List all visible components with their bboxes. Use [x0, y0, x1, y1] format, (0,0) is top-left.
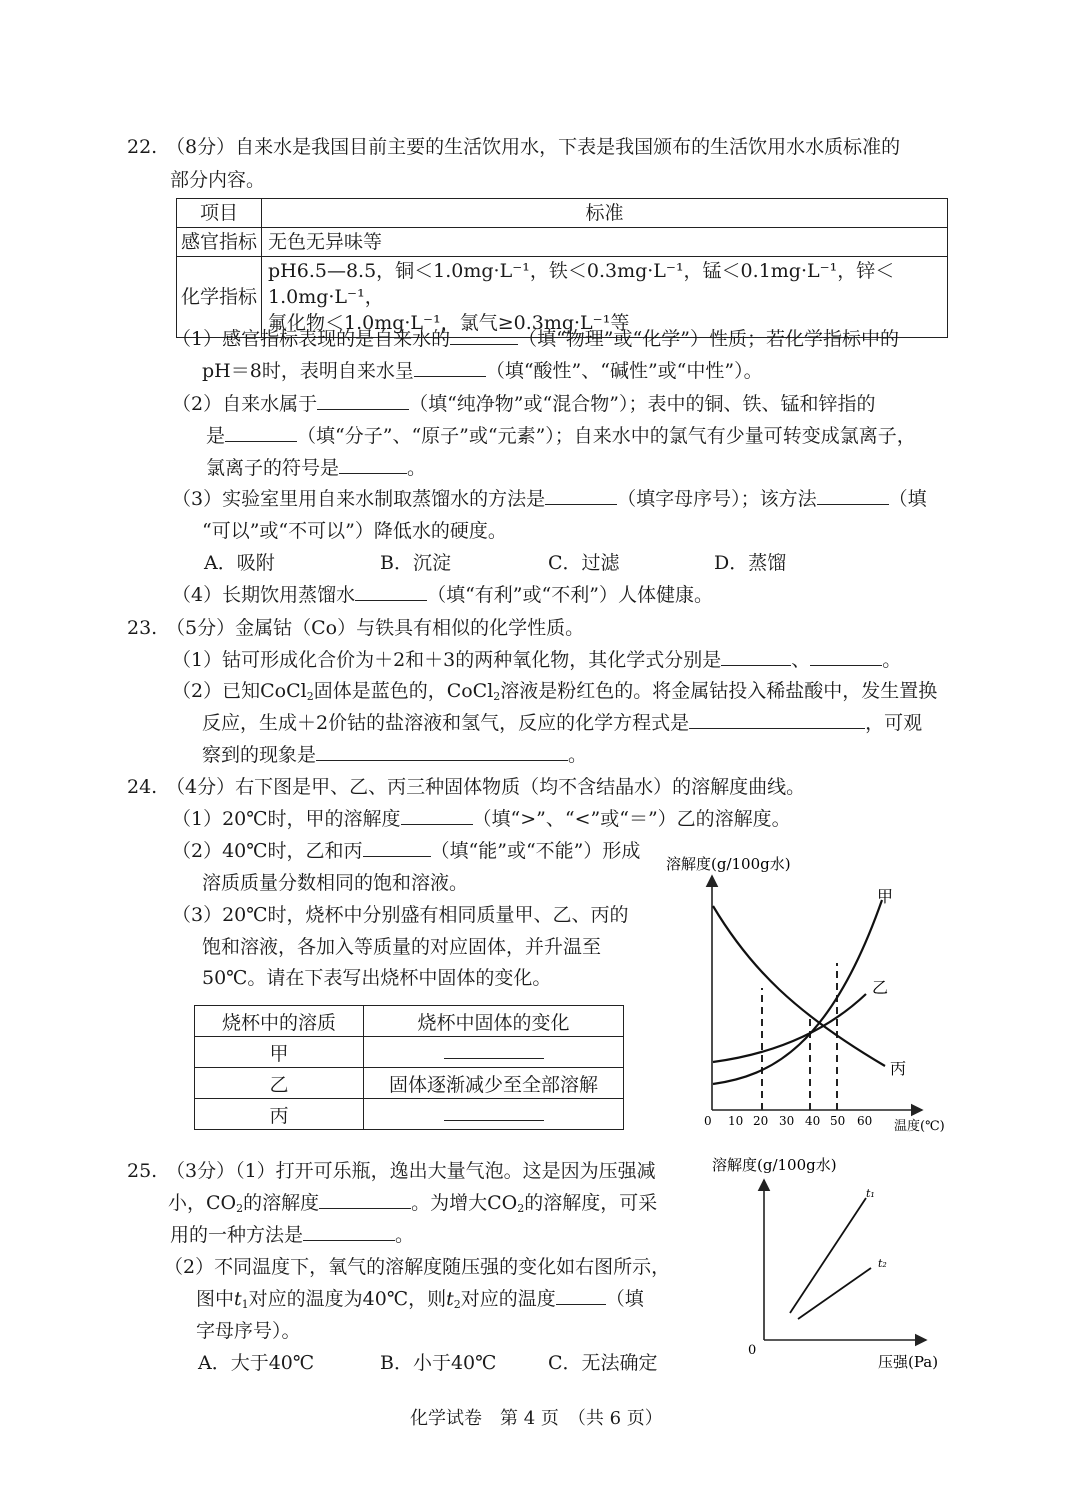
answer-blank[interactable] — [225, 423, 297, 442]
q24-part2-line1: （2）40℃时，乙和丙 （填“能”或“不能”）形成 — [172, 840, 641, 862]
q25-part1-line1: （3分）（1）打开可乐瓶，逸出大量气泡。这是因为压强减 — [166, 1160, 656, 1182]
curve-label-bing: 丙 — [890, 1059, 907, 1078]
q25-part2-line1: （2）不同温度下，氧气的溶解度随压强的变化如右图所示， — [164, 1256, 671, 1278]
q23-intro: （5分）金属钴（Co）与铁具有相似的化学性质。 — [166, 617, 585, 639]
curve-label-yi: 乙 — [872, 978, 889, 997]
q24-part2-line2: 溶质质量分数相同的饱和溶液。 — [202, 872, 469, 894]
q22-option-a: A．吸附 — [204, 552, 275, 574]
answer-blank[interactable] — [721, 647, 791, 666]
sensory-index-label: 感官指标 — [177, 228, 262, 257]
beaker-row-bing-answer[interactable] — [364, 1099, 624, 1130]
chart1-tick-40: 40 — [805, 1114, 821, 1128]
q22-part2-line2: 是 （填“分子”、“原子”或“元素”）；自来水中的氯气有少量可转变成氯离子， — [206, 425, 916, 447]
q24-part1: （1）20℃时，甲的溶解度 （填“>”、“<”或“＝”）乙的溶解度。 — [172, 808, 791, 830]
q22-part2-line3: 氯离子的符号是 。 — [206, 457, 427, 479]
q22-option-b: B．沉淀 — [380, 552, 451, 574]
q24-part3-line3: 50℃。请在下表写出烧杯中固体的变化。 — [202, 967, 552, 989]
chart2-y-axis-label: 溶解度(g/100g水) — [712, 1156, 837, 1174]
q25-option-c: C．无法确定 — [548, 1352, 658, 1374]
q22-intro-line1: （8分）自来水是我国目前主要的生活饮用水，下表是我国颁布的生活饮用水水质标准的 — [166, 136, 901, 158]
page-footer: 化学试卷 第 4 页 （共 6 页） — [410, 1408, 663, 1429]
q25-option-a: A．大于40℃ — [198, 1352, 315, 1374]
q22-part3-line2: “可以”或“不可以”）降低水的硬度。 — [202, 520, 507, 542]
table-header-item: 项目 — [177, 199, 262, 228]
q25-number: 25. — [127, 1160, 158, 1182]
beaker-row-bing-solute: 丙 — [195, 1099, 364, 1130]
line-label-t2: t₂ — [878, 1257, 887, 1270]
answer-blank[interactable] — [689, 710, 865, 729]
chart1-tick-10: 10 — [728, 1114, 744, 1128]
answer-blank[interactable] — [363, 838, 431, 857]
answer-blank[interactable] — [339, 455, 407, 474]
q22-part1-line1: （1）感官指标表现的是自来水的 （填“物理”或“化学”）性质；若化学指标中的 — [172, 328, 899, 350]
q23-part2-line2: 反应，生成＋2价钴的盐溶液和氢气，反应的化学方程式是 ，可观 — [202, 712, 923, 734]
q23-part2-line1: （2）已知CoCl$_2$固体是蓝色的，CoCl$_2$溶液是粉红色的。将金属钴投入稀盐酸中，发生置换 — [172, 680, 938, 703]
chart1-x-axis-label: 温度(℃) — [894, 1119, 945, 1134]
chart1-tick-60: 60 — [857, 1114, 873, 1128]
line-t1 — [790, 1198, 866, 1313]
q22-part1-line2: pH＝8时，表明自来水呈 （填“酸性”、“碱性”或“中性”）。 — [202, 360, 763, 382]
q25-part2-line2: 图中$t_1$对应的温度为40℃，则$t_2$对应的温度 （填 — [196, 1288, 644, 1311]
answer-blank[interactable] — [316, 742, 568, 761]
answer-blank[interactable] — [319, 1190, 411, 1209]
chemical-index-line2: 氟化物＜1.0mg·L⁻¹，氯气≥0.3mg·L⁻¹等 — [268, 312, 630, 334]
chart1-y-axis-label: 溶解度(g/100g水) — [666, 855, 791, 873]
q25-part2-line3: 字母序号）。 — [196, 1320, 301, 1342]
q22-option-c: C．过滤 — [548, 552, 620, 574]
q24-part3-line1: （3）20℃时，烧杯中分别盛有相同质量甲、乙、丙的 — [172, 904, 629, 926]
answer-blank[interactable] — [810, 647, 882, 666]
water-standard-table — [176, 198, 948, 338]
q22-part3-line1: （3）实验室里用自来水制取蒸馏水的方法是 （填字母序号）；该方法 （填 — [172, 488, 927, 510]
chart2-x-axis-label: 压强(Pa) — [878, 1353, 939, 1371]
beaker-table-header-solute: 烧杯中的溶质 — [195, 1006, 364, 1037]
q22-part2-line1: （2）自来水属于 （填“纯净物”或“混合物”）；表中的铜、铁、锰和锌指的 — [172, 393, 876, 415]
beaker-row-jia-solute: 甲 — [195, 1037, 364, 1068]
answer-blank[interactable] — [450, 326, 518, 345]
q24-number: 24. — [127, 776, 158, 798]
chart1-tick-20: 20 — [753, 1114, 769, 1128]
beaker-table-header-change: 烧杯中固体的变化 — [364, 1006, 624, 1037]
curve-label-jia: 甲 — [877, 887, 894, 906]
answer-blank[interactable] — [401, 806, 473, 825]
curve-bing — [713, 906, 885, 1066]
q23-part1: （1）钴可形成化合价为＋2和＋3的两种氧化物，其化学式分别是 、 。 — [172, 649, 902, 671]
solubility-curve-chart — [660, 848, 960, 1138]
answer-blank[interactable] — [545, 486, 617, 505]
q22-part4: （4）长期饮用蒸馏水 （填“有利”或“不利”）人体健康。 — [172, 584, 713, 606]
answer-blank[interactable] — [556, 1286, 606, 1305]
answer-blank[interactable] — [303, 1222, 395, 1241]
answer-blank[interactable] — [817, 486, 889, 505]
chemical-index-label: 化学指标 — [177, 257, 262, 338]
q25-part1-line3: 用的一种方法是 。 — [170, 1224, 415, 1246]
answer-blank[interactable] — [317, 391, 409, 410]
q24-intro: （4分）右下图是甲、乙、丙三种固体物质（均不含结晶水）的溶解度曲线。 — [166, 776, 806, 798]
oxygen-solubility-pressure-chart — [706, 1150, 956, 1375]
line-t2 — [798, 1268, 871, 1319]
chart1-tick-50: 50 — [830, 1114, 846, 1128]
beaker-row-yi-solute: 乙 — [195, 1068, 364, 1099]
table-header-standard: 标准 — [262, 199, 948, 228]
beaker-row-yi-change: 固体逐渐减少至全部溶解 — [364, 1068, 624, 1099]
line-label-t1: t₁ — [866, 1187, 875, 1200]
sensory-index-value: 无色无异味等 — [262, 228, 948, 257]
q22-option-d: D．蒸馏 — [714, 552, 787, 574]
q25-part1-line2: 小，$CO_2$的溶解度 。为增大$CO_2$的溶解度，可采 — [168, 1192, 658, 1215]
q25-option-b: B．小于40℃ — [380, 1352, 497, 1374]
chart1-tick-30: 30 — [779, 1114, 795, 1128]
q24-part3-line2: 饱和溶液，各加入等质量的对应固体，并升温至 — [202, 936, 602, 958]
chart1-origin-label: 0 — [704, 1114, 712, 1128]
q23-number: 23. — [127, 617, 158, 639]
curve-jia — [713, 900, 882, 1084]
chart2-origin-label: 0 — [748, 1343, 757, 1358]
answer-blank[interactable] — [414, 358, 486, 377]
q23-part2-line3: 察到的现象是 。 — [202, 744, 588, 766]
beaker-row-jia-answer[interactable] — [364, 1037, 624, 1068]
answer-blank[interactable] — [355, 582, 427, 601]
q22-number: 22. — [127, 136, 158, 158]
q22-intro-line2: 部分内容。 — [170, 169, 266, 191]
beaker-solid-change-table — [194, 1005, 624, 1130]
chemical-index-line1: pH6.5—8.5，铜＜1.0mg·L⁻¹，铁＜0.3mg·L⁻¹，锰＜0.1mg·L⁻¹，锌＜1.0mg·L⁻¹， — [268, 260, 895, 308]
